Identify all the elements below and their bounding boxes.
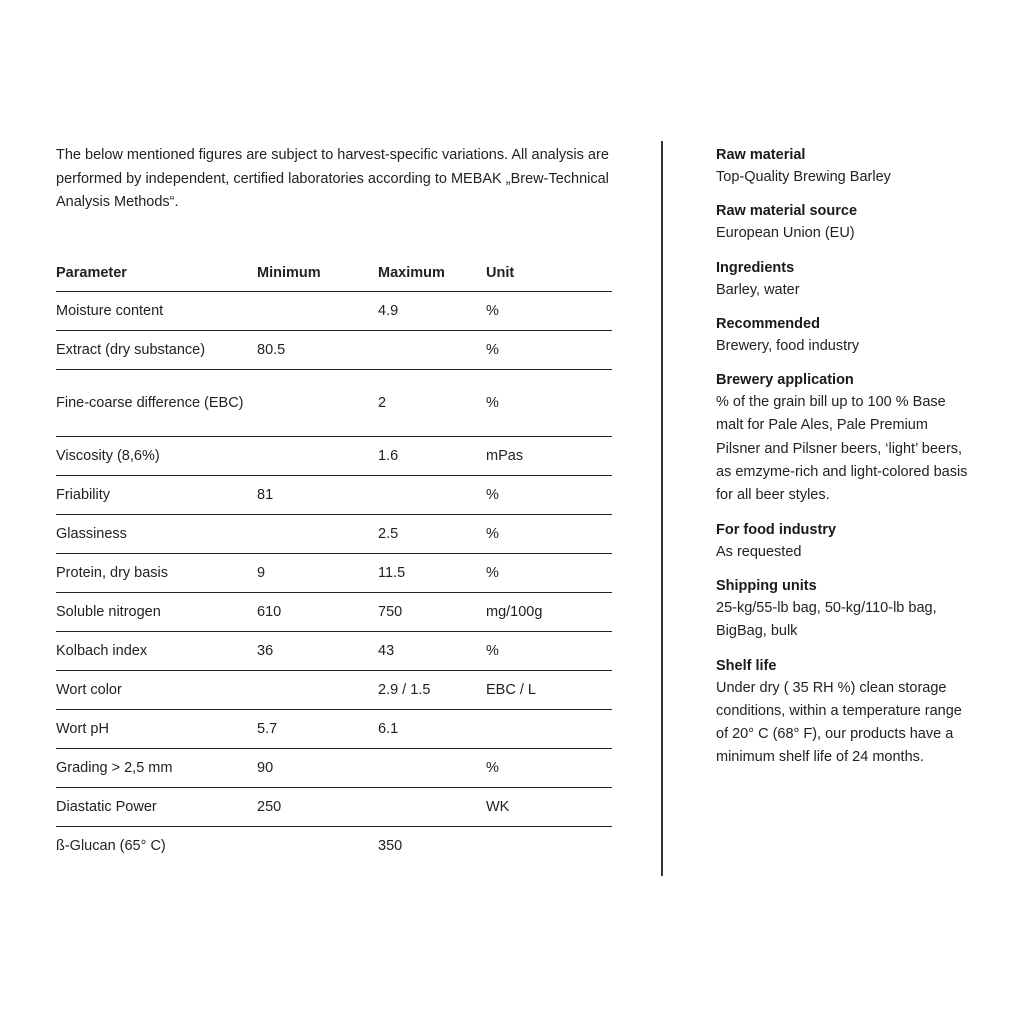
cell-maximum: 2 xyxy=(378,370,486,437)
cell-minimum: 36 xyxy=(257,632,378,671)
cell-parameter: Fine-coarse difference (EBC) xyxy=(56,370,257,437)
info-block-brewery-application xyxy=(716,369,976,507)
table-row xyxy=(56,632,612,671)
cell-unit: % xyxy=(486,749,612,788)
cell-unit: % xyxy=(486,632,612,671)
cell-unit: EBC / L xyxy=(486,671,612,710)
cell-maximum: 2.9 / 1.5 xyxy=(378,671,486,710)
cell-minimum xyxy=(257,437,378,476)
cell-minimum: 250 xyxy=(257,788,378,827)
cell-maximum: 11.5 xyxy=(378,554,486,593)
info-text: European Union (EU) xyxy=(716,225,855,242)
cell-parameter: Extract (dry substance) xyxy=(56,331,257,370)
table-row xyxy=(56,593,612,632)
cell-minimum: 9 xyxy=(257,554,378,593)
info-text: Barley, water xyxy=(716,281,800,298)
cell-maximum: 6.1 xyxy=(378,710,486,749)
table-row xyxy=(56,749,612,788)
header-unit: Unit xyxy=(486,255,612,292)
header-maximum: Maximum xyxy=(378,255,486,292)
table-row xyxy=(56,370,612,437)
cell-maximum xyxy=(378,476,486,515)
cell-unit: % xyxy=(486,292,612,331)
info-text: Brewery, food industry xyxy=(716,337,860,354)
info-block-ingredients xyxy=(716,257,976,302)
cell-parameter: Soluble nitrogen xyxy=(56,593,257,632)
info-text: % of the grain bill up to 100 % Base malt for Pale Ales, Pale Premium Pilsner and Pilsner beers, ‘light’ beers, as emzyme-rich and light-colored basis for all beer styles. xyxy=(716,394,968,504)
info-block-raw-material-source xyxy=(716,200,976,245)
cell-minimum: 81 xyxy=(257,476,378,515)
cell-maximum: 43 xyxy=(378,632,486,671)
cell-minimum: 90 xyxy=(257,749,378,788)
info-title: Raw material source xyxy=(716,203,858,220)
table-row xyxy=(56,476,612,515)
cell-minimum: 610 xyxy=(257,593,378,632)
cell-unit: % xyxy=(486,370,612,437)
cell-parameter: Protein, dry basis xyxy=(56,554,257,593)
cell-unit: % xyxy=(486,331,612,370)
specification-table xyxy=(56,255,612,865)
intro-paragraph: The below mentioned figures are subject to harvest-specific variations. All analysis are performed by independent, certified laboratories according to MEBAK „Brew-Technical Analysis Methods“. xyxy=(56,147,609,210)
cell-maximum xyxy=(378,788,486,827)
table-row xyxy=(56,437,612,476)
cell-maximum: 350 xyxy=(378,838,403,854)
cell-parameter: Diastatic Power xyxy=(56,788,257,827)
cell-parameter: Viscosity (8,6%) xyxy=(56,437,257,476)
table-row xyxy=(56,710,612,749)
info-block-shipping-units xyxy=(716,575,976,644)
info-block-food-industry xyxy=(716,519,976,564)
cell-parameter: Friability xyxy=(56,476,257,515)
table-row xyxy=(56,331,612,370)
cell-minimum xyxy=(257,827,378,866)
cell-minimum xyxy=(257,515,378,554)
info-title: Brewery application xyxy=(716,372,854,389)
table-row xyxy=(56,788,612,827)
cell-parameter: ß-Glucan (65° C) xyxy=(56,838,166,854)
cell-unit: mg/100g xyxy=(486,593,612,632)
cell-parameter: Glassiness xyxy=(56,515,257,554)
info-title: Shelf life xyxy=(716,657,777,674)
cell-unit xyxy=(486,710,612,749)
info-title: Ingredients xyxy=(716,259,795,276)
cell-maximum: 1.6 xyxy=(378,437,486,476)
info-block-shelf-life xyxy=(716,655,976,770)
table-row xyxy=(56,515,612,554)
cell-maximum: 2.5 xyxy=(378,515,486,554)
cell-maximum xyxy=(378,749,486,788)
cell-parameter: Wort pH xyxy=(56,710,257,749)
cell-parameter: Wort color xyxy=(56,671,257,710)
info-title: Shipping units xyxy=(716,577,817,594)
header-minimum: Minimum xyxy=(257,255,378,292)
cell-unit: % xyxy=(486,554,612,593)
table-header-row xyxy=(56,255,612,292)
cell-minimum: 5.7 xyxy=(257,710,378,749)
header-parameter: Parameter xyxy=(56,255,257,292)
cell-minimum xyxy=(257,671,378,710)
cell-parameter: Grading > 2,5 mm xyxy=(56,749,257,788)
cell-minimum xyxy=(257,370,378,437)
info-block-recommended xyxy=(716,313,976,358)
column-divider xyxy=(661,141,663,876)
info-title: Recommended xyxy=(716,315,820,332)
info-text: As requested xyxy=(716,543,802,560)
table-row xyxy=(56,554,612,593)
cell-unit: WK xyxy=(486,788,612,827)
info-text: Top-Quality Brewing Barley xyxy=(716,169,891,185)
cell-minimum: 80.5 xyxy=(257,331,378,370)
cell-unit xyxy=(486,827,612,866)
table-row xyxy=(56,292,612,331)
cell-unit: % xyxy=(486,515,612,554)
info-title: For food industry xyxy=(716,521,837,538)
cell-parameter: Kolbach index xyxy=(56,632,257,671)
info-block-raw-material xyxy=(716,144,976,189)
info-text: Under dry ( 35 RH %) clean storage conditions, within a temperature range of 20° C (68° F), our products have a minimum shelf life of 24 months. xyxy=(716,679,962,766)
product-info-sidebar xyxy=(716,144,976,781)
table-row xyxy=(56,827,612,866)
cell-unit: mPas xyxy=(486,437,612,476)
cell-maximum: 750 xyxy=(378,593,486,632)
info-title: Raw material xyxy=(716,147,806,163)
cell-maximum: 4.9 xyxy=(378,292,486,331)
cell-minimum xyxy=(257,292,378,331)
cell-parameter: Moisture content xyxy=(56,292,257,331)
cell-maximum xyxy=(378,331,486,370)
info-text: 25-kg/55-lb bag, 50-kg/110-lb bag, BigBag, bulk xyxy=(716,599,937,640)
table-row xyxy=(56,671,612,710)
cell-unit: % xyxy=(486,476,612,515)
